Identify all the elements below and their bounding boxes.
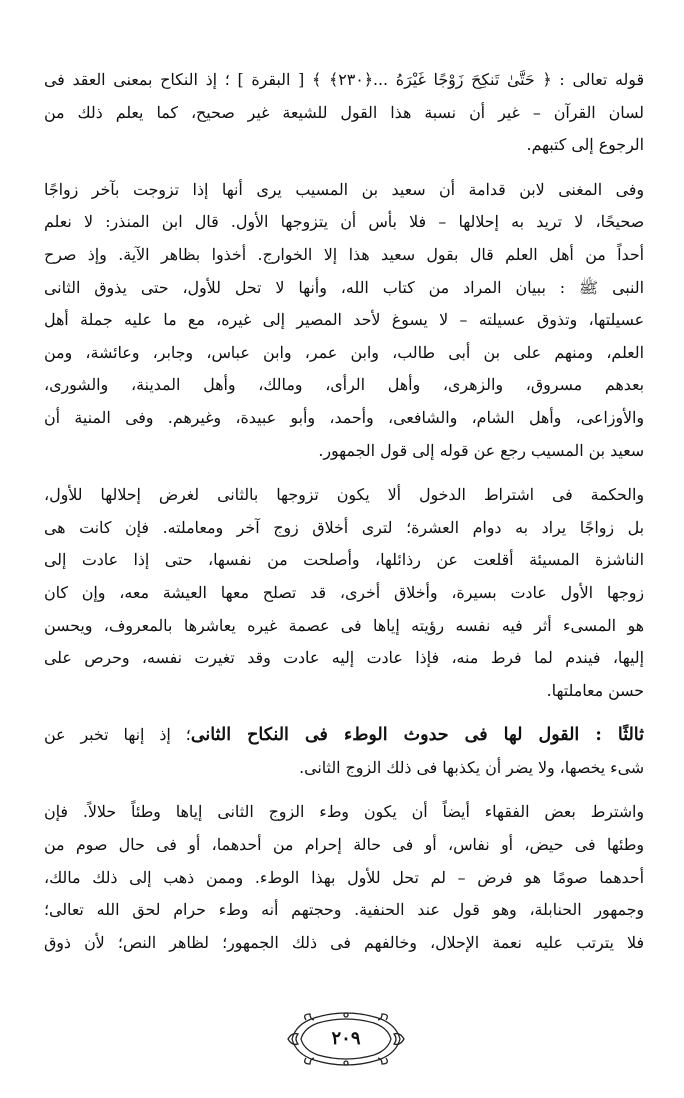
text-line: والأوزاعى، وأهل الشام، والشافعى، وأحمد، وأبو عبيدة، وغيرهم. وفى المنية أن [44, 407, 644, 427]
text-line: حسن معاملتها. [546, 680, 644, 700]
text-line: الرجوع إلى كتبهم. [526, 135, 644, 155]
page-number-ornament [284, 1010, 408, 1068]
paragraph-3 [44, 479, 644, 707]
heading-line [44, 719, 644, 752]
paragraph-5 [44, 796, 644, 959]
text-line: شىء يخصها، ولا يضر أن يكذبها فى ذلك الزوج الثانى. [299, 757, 644, 777]
text-line: العلم، ومنهم على بن أبى طالب، وابن عمر، وابن عباس، وجابر، وعائشة، ومن [44, 342, 644, 362]
text-line: واشترط بعض الفقهاء أيضاً أن يكون وطء الزوج الثانى إياها وطئاً حلالاً. فإن [44, 802, 644, 822]
text-line: فلا يترتب عليه نعمة الإحلال، وخالفهم فى ذلك الجمهور؛ لظاهر النص؛ لأن ذوق [44, 932, 644, 952]
text-line: بعدهم مسروق، والزهرى، وأهل الرأى، ومالك، وأهل المدينة، والشورى، [44, 375, 644, 395]
section-heading: ثالثًا : القول لها فى حدوث الوطء فى النكاح الثانى [190, 725, 644, 746]
text-line: عسيلتها، وتذوق عسيلته – لا يسوغ لأحد المصير إلى غيره، مع ما عليه جملة أهل [44, 310, 644, 330]
text-line: وفى المغنى لابن قدامة أن سعيد بن المسيب يرى أنها إذا تزوجت بآخر زواجًا [44, 179, 644, 199]
heading-continuation: ؛ إذ إنها تخبر عن [44, 725, 191, 745]
text-line: قوله تعالى : ﴿ حَتَّىٰ تَنكِحَ زَوْجًا غَيْرَهُ ...﴿٢٣٠﴾ ﴾ [ البقرة ] ؛ إذ النكاح بمعنى العقد فى [44, 70, 644, 89]
paragraph-2 [44, 174, 644, 467]
text-line: أحداً من أهل العلم قال بقول سعيد هذا إلا الخوارج. أخذوا بظاهر الآية. وإذ صرح [44, 244, 644, 264]
text-line: والحكمة فى اشتراط الدخول ألا يكون تزوجها بالثانى لغرض إحلالها للأول، [44, 485, 644, 505]
text-line: أحدهما صومًا هو فرض – لم تحل للأول بهذا الوطء. وممن ذهب إلى ذلك مالك، [44, 867, 644, 887]
text-line: وطئها فى حيض، أو نفاس، أو فى حالة إحرام من أحدهما، أو فى حال صوم من [44, 835, 644, 855]
page-body [44, 64, 644, 959]
text-line: النبى ﷺ : ببيان المراد من كتاب الله، وأنها لا تحل للأول، حتى يذوق الثانى [44, 277, 644, 297]
text-line: إليها، فيندم لما فرط منه، فإذا عادت إليه عادت وقد تغيرت نفسه، وحرص على [44, 648, 644, 668]
text-line: زوجها الأول عادت بسيرة، وأخلاق أخرى، قد تصلح معها العيشة معه، وإن كان [44, 582, 644, 602]
text-line: لسان القرآن – غير أن نسبة هذا القول للشيعة غير صحيح، كما يعلم ذلك من [44, 102, 644, 122]
text-line: وجمهور الحنابلة، وهو قول عند الحنفية. وحجتهم أنه وطء حرام لحق الله تعالى؛ [44, 900, 644, 920]
page-number: ٢٠٩ [331, 1028, 361, 1049]
text-line: صحيحًا، لا تريد به إحلالها – فلا بأس أن يتزوجها الأول. قال ابن المنذر: لا نعلم [44, 212, 644, 232]
paragraph-1 [44, 64, 644, 162]
text-line: الناشزة المسيئة أقلعت عن رذائلها، وأصلحت من نفسها، حتى إذا عادت إلى [44, 550, 644, 570]
text-line: هو المسىء أثر فيه نفسه رؤيته إياها فى عصمة غيره يعاشرها بالمعروف، ويحسن [44, 615, 644, 635]
text-line: بل زواجًا يراد به دوام العشرة؛ لترى أخلاق زوج آخر ومعاملته. فإن كانت هى [44, 517, 644, 537]
paragraph-4 [44, 719, 644, 784]
text-line: سعيد بن المسيب رجع عن قوله إلى قول الجمهور. [318, 440, 644, 460]
